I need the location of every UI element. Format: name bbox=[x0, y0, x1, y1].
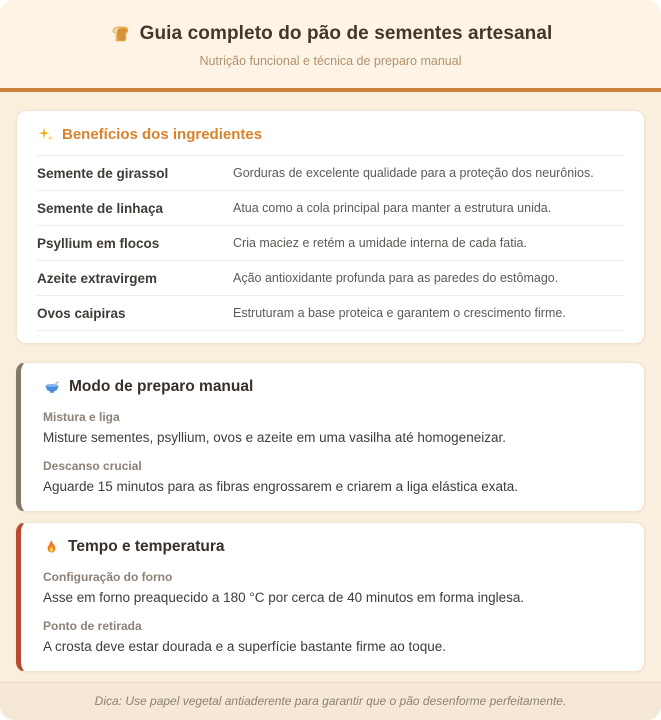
benefits-card-title bbox=[37, 126, 624, 143]
benefit-description: Atua como a cola principal para manter a estrutura unida. bbox=[233, 201, 552, 215]
sparkles-icon bbox=[37, 126, 54, 143]
step-label: Configuração do forno bbox=[43, 570, 173, 584]
benefit-term: Azeite extravirgem bbox=[37, 270, 158, 286]
benefit-term: Psyllium em flocos bbox=[37, 235, 160, 251]
page-footer bbox=[0, 682, 661, 720]
benefit-description: Gorduras de excelente qualidade para a proteção dos neurônios. bbox=[233, 166, 594, 180]
bowl-icon bbox=[43, 378, 61, 396]
step-text: Misture sementes, psyllium, ovos e azeite em uma vasilha até homogeneizar. bbox=[43, 430, 506, 445]
step-label: Descanso crucial bbox=[43, 459, 142, 473]
benefit-description: Cria maciez e retém a umidade interna de cada fatia. bbox=[233, 236, 527, 250]
step-text: Asse em forno preaquecido a 180 °C por cerca de 40 minutos em forma inglesa. bbox=[43, 590, 525, 605]
benefit-row bbox=[37, 226, 624, 261]
preparo-card bbox=[16, 362, 645, 512]
benefit-description: Ação antioxidante profunda para as paredes do estômago. bbox=[233, 271, 559, 285]
benefit-row bbox=[37, 261, 624, 296]
page-subtitle: Nutrição funcional e técnica de preparo manual bbox=[199, 54, 462, 68]
benefits-title-text: Benefícios dos ingredientes bbox=[62, 126, 263, 143]
bread-icon bbox=[109, 23, 131, 45]
benefit-term: Semente de linhaça bbox=[37, 200, 164, 216]
preparo-title-text: Modo de preparo manual bbox=[69, 378, 254, 395]
step-label: Ponto de retirada bbox=[43, 619, 142, 633]
tempo-card bbox=[16, 522, 645, 672]
tempo-title-text: Tempo e temperatura bbox=[68, 538, 225, 555]
benefit-term: Ovos caipiras bbox=[37, 305, 126, 321]
step-text: A crosta deve estar dourada e a superfície bastante firme ao toque. bbox=[43, 639, 446, 654]
page-header bbox=[0, 0, 661, 92]
benefit-term: Semente de girassol bbox=[37, 165, 169, 181]
benefit-row bbox=[37, 191, 624, 226]
benefit-description: Estruturam a base proteica e garantem o crescimento firme. bbox=[233, 306, 566, 320]
benefits-card bbox=[16, 110, 645, 344]
main-content bbox=[0, 92, 661, 682]
preparo-card-title bbox=[43, 378, 622, 396]
fire-icon bbox=[43, 539, 60, 556]
benefit-row bbox=[37, 156, 624, 191]
title-row bbox=[20, 23, 641, 45]
step-text: Aguarde 15 minutos para as fibras engrossarem e criarem a liga elástica exata. bbox=[43, 479, 518, 494]
benefit-row bbox=[37, 296, 624, 331]
footer-tip: Dica: Use papel vegetal antiaderente para garantir que o pão desenforme perfeitamente. bbox=[94, 694, 567, 708]
tempo-card-title bbox=[43, 538, 622, 556]
step-label: Mistura e liga bbox=[43, 410, 120, 424]
page-title: Guia completo do pão de sementes artesanal bbox=[139, 23, 553, 44]
